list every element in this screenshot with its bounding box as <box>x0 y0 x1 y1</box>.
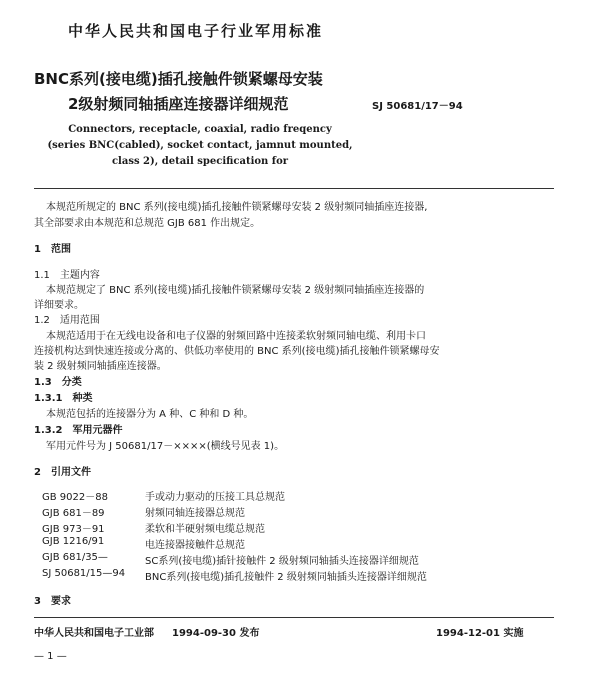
title-divider <box>34 188 554 189</box>
section-1-1-text-1: 本规范规定了 BNC 系列(接电缆)插孔接触件锁紧螺母安装 2 级射频同轴插座连接器的 <box>46 285 425 296</box>
intro-line-2: 其全部要求由本规范和总规范 GJB 681 作出规定。 <box>34 218 261 229</box>
ref-title: SC系列(接电缆)插针接触件 2 级射频同轴插头连接器详细规范 <box>145 556 419 567</box>
ref-code: SJ 50681/15—94 <box>42 568 126 579</box>
section-1-2-text-1: 本规范适用于在无线电设备和电子仪器的射频回路中连接柔软射频同轴电缆、利用卡口 <box>46 331 426 342</box>
section-1-1-heading: 1.1 主题内容 <box>34 270 100 281</box>
english-title-line-1: Connectors, receptacle, coaxial, radio freqency <box>68 124 332 135</box>
ref-code: GB 9022－88 <box>42 492 108 503</box>
section-1-2-text-3: 装 2 级射频同轴插座连接器。 <box>34 361 167 372</box>
title-line-1: BNC系列(接电缆)插孔接触件锁紧螺母安装 <box>34 70 323 88</box>
section-1-heading: 1 范围 <box>34 244 71 255</box>
org-header: 中华人民共和国电子行业军用标准 <box>68 22 324 40</box>
section-2-heading: 2 引用文件 <box>34 467 91 478</box>
footer-publisher: 中华人民共和国电子工业部 <box>34 628 154 639</box>
ref-title: 电连接器接触件总规范 <box>145 540 245 551</box>
ref-code: GJB 1216/91 <box>42 536 105 547</box>
page-number: — 1 — <box>34 651 67 662</box>
ref-title: 射频同轴连接器总规范 <box>145 508 245 519</box>
english-title-line-3: class 2), detail specification for <box>111 156 289 167</box>
section-1-3-heading: 1.3 分类 <box>34 377 82 388</box>
ref-code: GJB 973－91 <box>42 524 105 535</box>
english-title-line-2: (series BNC(cabled), socket contact, jamnut mounted, <box>47 140 353 151</box>
ref-code: GJB 681－89 <box>42 508 105 519</box>
section-3-heading: 3 要求 <box>34 596 71 607</box>
section-1-1-text-2: 详细要求。 <box>34 300 84 311</box>
section-1-2-text-2: 连接机构达到快速连接或分离的、供低功率使用的 BNC 系列(接电缆)插孔接触件锁紧螺母安 <box>34 346 440 357</box>
section-1-2-heading: 1.2 适用范围 <box>34 315 100 326</box>
standard-code: SJ 50681/17－94 <box>372 101 463 112</box>
section-1-3-2-heading: 1.3.2 军用元器件 <box>34 425 123 436</box>
ref-code: GJB 681/35— <box>42 552 108 563</box>
footer-issue-date: 1994-09-30 发布 <box>172 628 260 639</box>
footer-effective-date: 1994-12-01 实施 <box>436 628 524 639</box>
footer-divider <box>34 617 554 618</box>
intro-line-1: 本规范所规定的 BNC 系列(接电缆)插孔接触件锁紧螺母安装 2 级射频同轴插座连接器, <box>46 202 428 213</box>
ref-title: BNC系列(接电缆)插孔接触件 2 级射频同轴插头连接器详细规范 <box>145 572 427 583</box>
ref-title: 柔软和半硬射频电缆总规范 <box>145 524 265 535</box>
section-1-3-1-text: 本规范包括的连接器分为 A 种、C 种和 D 种。 <box>46 409 254 420</box>
ref-title: 手或动力驱动的压接工具总规范 <box>145 492 285 503</box>
section-1-3-1-heading: 1.3.1 种类 <box>34 393 93 404</box>
section-1-3-2-text: 军用元件号为 J 50681/17－××××(横线号见表 1)。 <box>46 441 285 452</box>
title-line-2: 2级射频同轴插座连接器详细规范 <box>68 95 289 113</box>
